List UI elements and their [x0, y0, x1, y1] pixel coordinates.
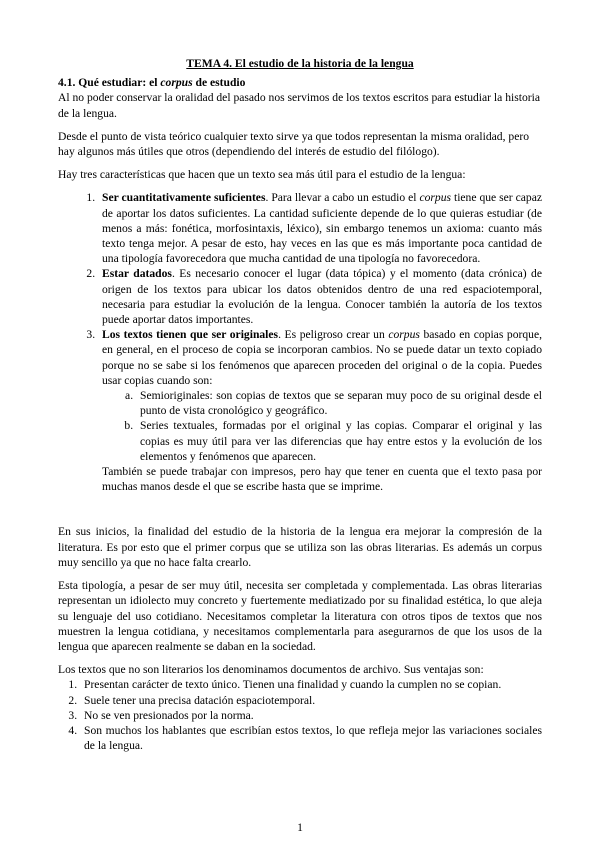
characteristic-italic-1: corpus	[419, 191, 452, 205]
section-heading	[58, 75, 542, 90]
section-heading-suffix: de estudio	[192, 76, 246, 90]
advantages-list	[58, 677, 542, 753]
characteristic-text-2: . Es necesario conocer el lugar (data tópica) y el momento (data crónica) de origen de los textos para ubicar los datos obtenidos dentro de una red espaciotemporal, necesaria para estudiar la evolución de la lengua. Conocer también la autoría de los textos puede aportar datos importantes.	[102, 267, 542, 327]
characteristic-title-3: Los textos tienen que ser originales	[102, 328, 279, 342]
copy-types-list	[102, 388, 542, 464]
copy-type-item-a: a. Semioriginales: son copias de textos que se separan muy poco de su original desde el punto de vista cronológico y geográfico.	[136, 388, 542, 418]
characteristic-italic-3: corpus	[388, 328, 420, 342]
intro-paragraph-3: Hay tres características que hacen que un texto sea más útil para el estudio de la lengua:	[58, 168, 466, 182]
characteristic-text-3a: . Es peligroso crear un	[278, 328, 389, 342]
advantage-item-2: 2. Suele tener una precisa datación espaciotemporal.	[80, 693, 542, 708]
section-spacer	[58, 502, 542, 524]
body-paragraph-4: En sus inicios, la finalidad del estudio de la historia de la lengua era mejorar la compresión de la literatura. Es por esto que el primer corpus que se utiliza son las obras literarias. Es además un corpus muy sencillo ya que no hace falta crearlo.	[58, 525, 542, 569]
characteristic-tail-3: También se puede trabajar con impresos, pero hay que tener en cuenta que el texto pasa por muchas manos desde el que se escribe hasta que se imprime.	[102, 465, 542, 494]
copy-type-item-b: b. Series textuales, formadas por el original y las copias. Comparar el original y las copias es muy útil para ver las diferencias que hay entre estos y la evolución de los elementos y fenómenos que aparecen.	[136, 418, 542, 464]
characteristic-title-1: Ser cuantitativamente suficientes	[102, 191, 266, 205]
characteristic-text-3b: basado en copias porque, en general, en el proceso de copia se incorporan cambios. No se puede datar un texto copiado porque no se sabe si los fenómenos que aparecen proceden del original o de la copia. Puedes usar copias cuando son:	[102, 328, 542, 387]
advantage-item-1: 1. Presentan carácter de texto único. Tienen una finalidad y cuando la cumplen no se copian.	[80, 677, 542, 692]
intro-paragraph-1: Al no poder conservar la oralidad del pasado nos servimos de los textos escritos para estudiar la historia de la lengua.	[58, 91, 540, 120]
characteristic-text-1b: tiene que ser capaz de aportar los datos suficientes. La cantidad suficiente depende de lo que quieras estudiar (de menos a más: fonética, morfosintaxis, léxico), sin embargo tenemos un axioma: cuanto más texto tenga mejor. A pesar de esto, hay veces en las que es más importante poca cantidad de una tipología favorecedora que mucha cantidad de una tipología no favorecedora.	[102, 191, 542, 266]
intro-paragraph-2: Desde el punto de vista teórico cualquier texto sirve ya que todos representan la misma oralidad, pero hay algunos más útiles que otros (dependiendo del interés de estudio del filólogo).	[58, 129, 530, 159]
characteristic-text-1a: . Para llevar a cabo un estudio el	[265, 191, 420, 205]
body-paragraph-5: Esta tipología, a pesar de ser muy útil, necesita ser completada y complementada. Las obras literarias representan un idiolecto muy concreto y fuertemente mediatizado por su finalidad estética, lo que aleja su lenguaje del uso cotidiano. Necesitamos completar la literatura con otros tipos de textos que nos muestren la lengua cotidiana, y necesitamos complementarla para asegurarnos de que los usos de la lengua que aparecen realmente se daban en la sociedad.	[58, 579, 542, 653]
advantage-item-4: 4. Son muchos los hablantes que escribían estos textos, lo que refleja mejor las variaciones sociales de la lengua.	[80, 723, 542, 753]
characteristics-list	[58, 190, 542, 494]
characteristic-title-2: Estar datados	[102, 267, 172, 281]
section-heading-italic: corpus	[160, 76, 193, 90]
page-number: 1	[297, 821, 303, 834]
characteristic-item-2	[98, 266, 542, 327]
advantage-item-3: 3. No se ven presionados por la norma.	[80, 708, 542, 723]
characteristic-item-3	[98, 327, 542, 494]
characteristic-item-1	[98, 190, 542, 266]
section-heading-prefix: 4.1. Qué estudiar: el	[58, 76, 161, 90]
body-paragraph-6: Los textos que no son literarios los denominamos documentos de archivo. Sus ventajas son:	[58, 663, 484, 677]
document-title: TEMA 4. El estudio de la historia de la lengua	[186, 57, 414, 70]
